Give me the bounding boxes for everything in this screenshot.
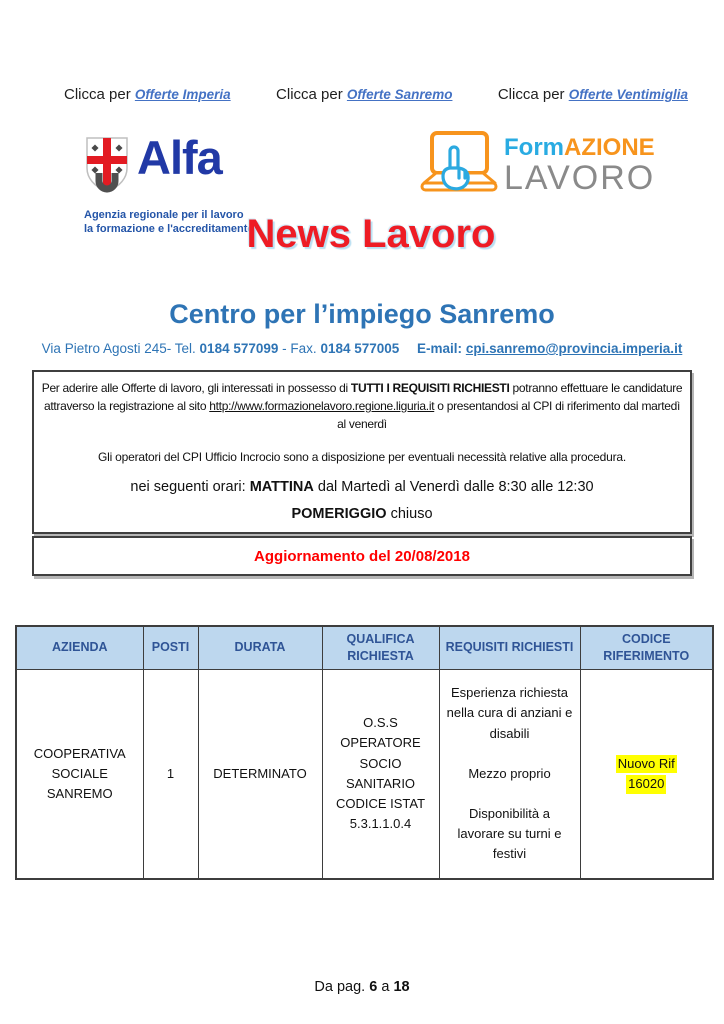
page-footer [0,979,724,995]
hours-rest: dal Martedì al Venerdì dalle 8:30 alle 12:30 [317,479,594,495]
address-text: Via Pietro Agosti 245- Tel. [41,341,196,356]
column-header-codice: CODICE RIFERIMENTO [580,626,713,669]
formazione-lavoro-logo [419,130,655,201]
info-p1-end: o presentandosi al CPI di riferimento dal martedì al venerdì [337,399,681,431]
info-afternoon-line [40,506,684,522]
qualifica-line: CODICE ISTAT [335,795,426,811]
offerte-ventimiglia-link[interactable]: Offerte Ventimiglia [568,87,688,102]
info-paragraph-operators: Gli operatori del CPI Ufficio Incrocio sono a disposizione per eventuali necessità relative alla procedura. [97,450,626,464]
info-box [32,370,692,534]
footer-page-from: 6 [369,979,378,995]
centro-title: Centro per l’impiego Sanremo [169,299,555,329]
cell-durata: DETERMINATO [198,669,322,879]
codice-highlight: 16020 [626,775,666,794]
qualifica-line: OPERATORE [340,735,421,751]
column-header-requisiti: REQUISITI RICHIESTI [439,626,580,669]
news-lavoro-banner: News Lavoro [246,212,496,256]
email-label: E-mail: [417,341,463,356]
requisito-item: Disponibilità a lavorare su turni e festivi [457,805,562,862]
hours-morning-label: MATTINA [249,479,314,495]
phone-number: 0184 577099 [199,341,279,356]
alfa-logo-top [84,131,314,201]
lavoro-wordmark: LAVORO [504,159,656,197]
email-link[interactable]: cpi.sanremo@provincia.imperia.it [465,341,683,356]
link-prefix: Clicca per [64,86,131,103]
link-group-ventimiglia [498,86,688,103]
afternoon-status: chiuso [390,506,433,522]
info-hours-line [40,479,684,495]
qualifica-line: 5.3.1.1.0.4 [349,816,412,832]
table-row [16,669,713,879]
qualifica-line: SOCIO SANITARIO [345,755,416,791]
qualifica-line: O.S.S [363,715,398,731]
liguria-shield-icon [84,136,130,201]
column-header-qualifica: QUALIFICA RICHIESTA [322,626,439,669]
laptop-hand-icon [419,130,499,201]
link-prefix: Clicca per [497,86,565,103]
info-paragraph-registration [40,379,684,433]
hours-prefix: nei seguenti orari: [130,479,246,495]
cell-requisiti [439,669,580,879]
alfa-logo-text: Alfa [137,131,222,184]
link-prefix: Clicca per [276,86,343,103]
fax-label: - Fax. [282,341,317,356]
update-date-text: Aggiornamento del 20/08/2018 [254,547,470,565]
link-group-imperia [64,86,231,103]
alfa-caption-line1: Agenzia regionale per il lavoro [84,209,244,221]
centro-address [0,341,724,356]
table-header-row [16,626,713,669]
footer-prefix: Da pag. [314,979,366,995]
alfa-caption-line2: la formazione e l'accreditamento [84,223,255,236]
cell-codice [580,669,713,879]
formazione-word-top [504,136,655,160]
requisito-item: Esperienza richiesta nella cura di anziani e disabili [446,685,573,741]
offerte-imperia-link[interactable]: Offerte Imperia [134,87,231,102]
info-p1-requirements: TUTTI I REQUISITI RICHIESTI [350,381,510,395]
azione-text: AZIONE [564,134,655,161]
cell-posti: 1 [143,669,198,879]
top-links-row [64,86,688,103]
column-header-azienda: AZIENDA [16,626,143,669]
link-group-sanremo [276,86,452,103]
footer-mid: a [381,979,390,995]
afternoon-label: POMERIGGIO [291,506,387,522]
column-header-posti: POSTI [143,626,198,669]
column-header-durata: DURATA [198,626,322,669]
formazionelavoro-site-link[interactable]: http://www.formazionelavoro.regione.liguria.it [209,399,435,413]
form-text: Form [504,134,564,161]
offerte-sanremo-link[interactable]: Offerte Sanremo [346,87,453,102]
footer-page-to: 18 [393,979,410,995]
codice-highlight: Nuovo Rif [616,755,677,774]
formazione-wordmark [504,136,655,195]
info-p1-mid: potranno effettuare le candidature attraverso la registrazione al sito [43,381,683,413]
fax-number: 0184 577005 [320,341,400,356]
requisito-item: Mezzo proprio [468,765,551,781]
update-box [32,536,692,576]
jobs-table [15,625,714,880]
cell-azienda: COOPERATIVA SOCIALE SANREMO [16,669,143,879]
info-p1-start: Per aderire alle Offerte di lavoro, gli interessati in possesso di [41,381,348,395]
cell-qualifica [322,669,439,879]
